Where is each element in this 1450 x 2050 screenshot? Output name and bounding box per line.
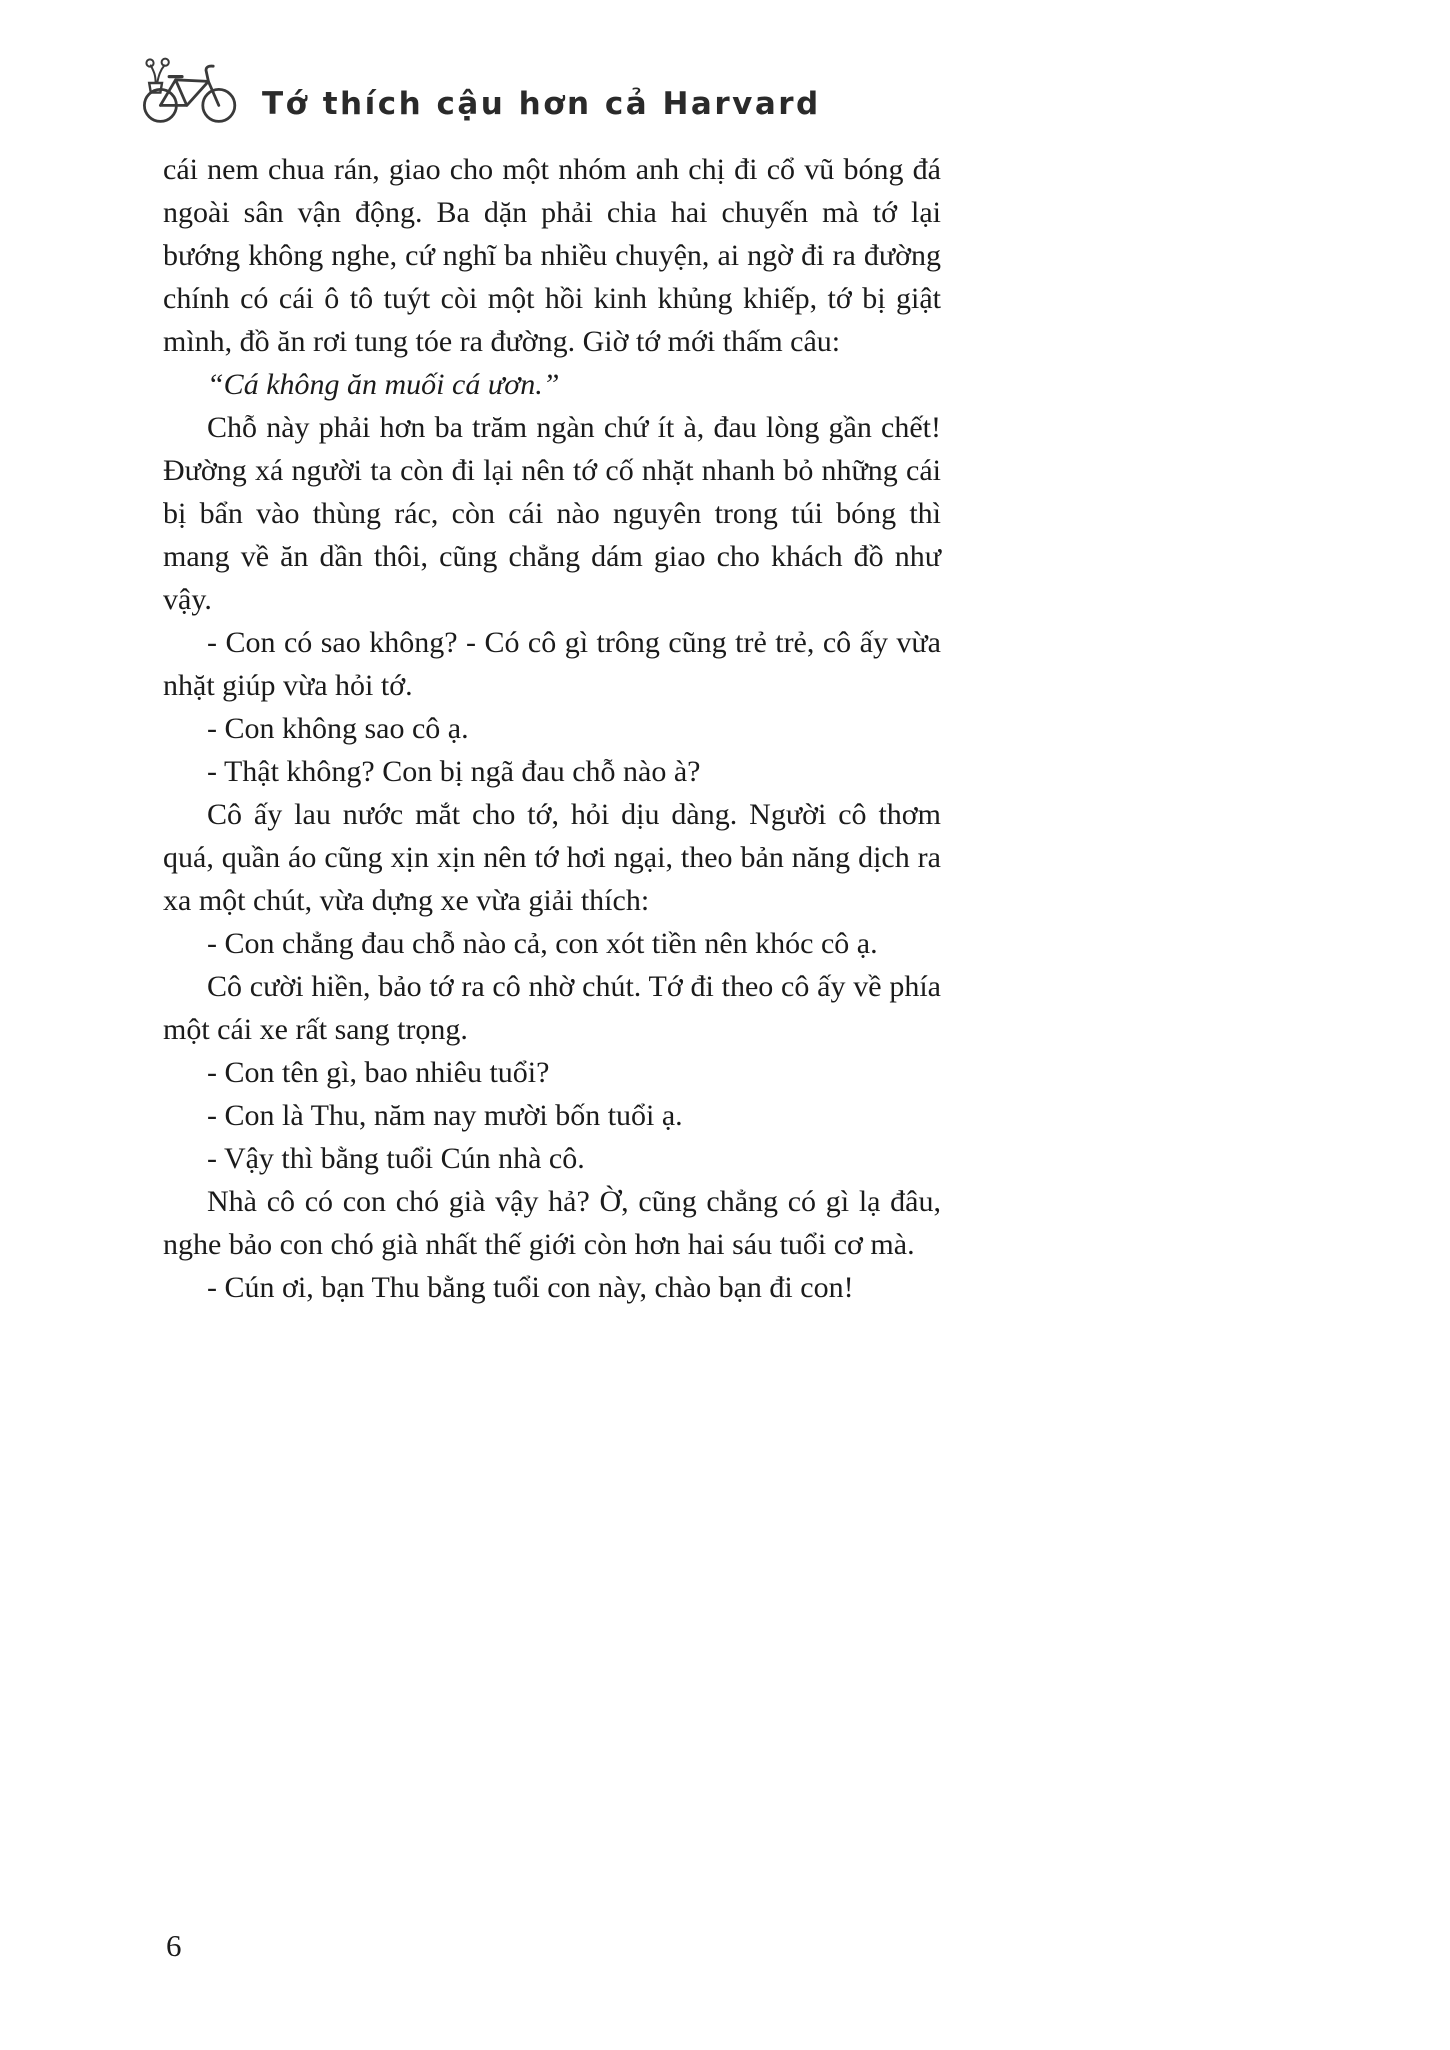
paragraph-quote: “Cá không ăn muối cá ươn.” — [207, 368, 560, 401]
bicycle-icon — [138, 52, 242, 130]
paragraph: cái nem chua rán, giao cho một nhóm anh chị đi cổ vũ bóng đá ngoài sân vận động. Ba dặn phải chia hai chuyến mà tớ lại bướng không nghe, cứ nghĩ ba nhiều chuyện, ai ngờ đi ra đường chính có cái ô tô tuýt còi một hồi kinh khủng khiếp, tớ bị giật mình, đồ ăn rơi tung tóe ra đường. Giờ tớ mới thấm câu: — [163, 153, 941, 358]
book-title: Tớ thích cậu hơn cả Harvard — [262, 86, 821, 122]
paragraph-dialogue: - Cún ơi, bạn Thu bằng tuổi con này, chào bạn đi con! — [207, 1271, 854, 1304]
paragraph-dialogue: - Con tên gì, bao nhiêu tuổi? — [207, 1056, 550, 1089]
paragraph: Nhà cô có con chó già vậy hả? Ờ, cũng chẳng có gì lạ đâu, nghe bảo con chó già nhất thế giới còn hơn hai sáu tuổi cơ mà. — [163, 1185, 941, 1261]
page-number: 6 — [166, 1928, 182, 1963]
paragraph-dialogue: - Con có sao không? - Có cô gì trông cũng trẻ trẻ, cô ấy vừa nhặt giúp vừa hỏi tớ. — [163, 626, 941, 702]
paragraph-dialogue: - Con không sao cô ạ. — [207, 712, 469, 745]
paragraph-dialogue: - Vậy thì bằng tuổi Cún nhà cô. — [207, 1142, 585, 1175]
paragraph-dialogue: - Con là Thu, năm nay mười bốn tuổi ạ. — [207, 1099, 683, 1132]
paragraph-dialogue: - Thật không? Con bị ngã đau chỗ nào à? — [207, 755, 701, 788]
paragraph: Cô cười hiền, bảo tớ ra cô nhờ chút. Tớ đi theo cô ấy về phía một cái xe rất sang trọng. — [163, 970, 941, 1046]
page-header — [138, 52, 821, 130]
paragraph: Chỗ này phải hơn ba trăm ngàn chứ ít à, đau lòng gần chết! Đường xá người ta còn đi lại nên tớ cố nhặt nhanh bỏ những cái bị bẩn vào thùng rác, còn cái nào nguyên trong túi bóng thì mang về ăn dần thôi, cũng chẳng dám giao cho khách đồ như vậy. — [163, 411, 941, 616]
paragraph: Cô ấy lau nước mắt cho tớ, hỏi dịu dàng. Người cô thơm quá, quần áo cũng xịn xịn nên tớ hơi ngại, theo bản năng dịch ra xa một chút, vừa dựng xe vừa giải thích: — [163, 798, 941, 917]
paragraph-dialogue: - Con chẳng đau chỗ nào cả, con xót tiền nên khóc cô ạ. — [207, 927, 878, 960]
body-text — [163, 148, 941, 1309]
